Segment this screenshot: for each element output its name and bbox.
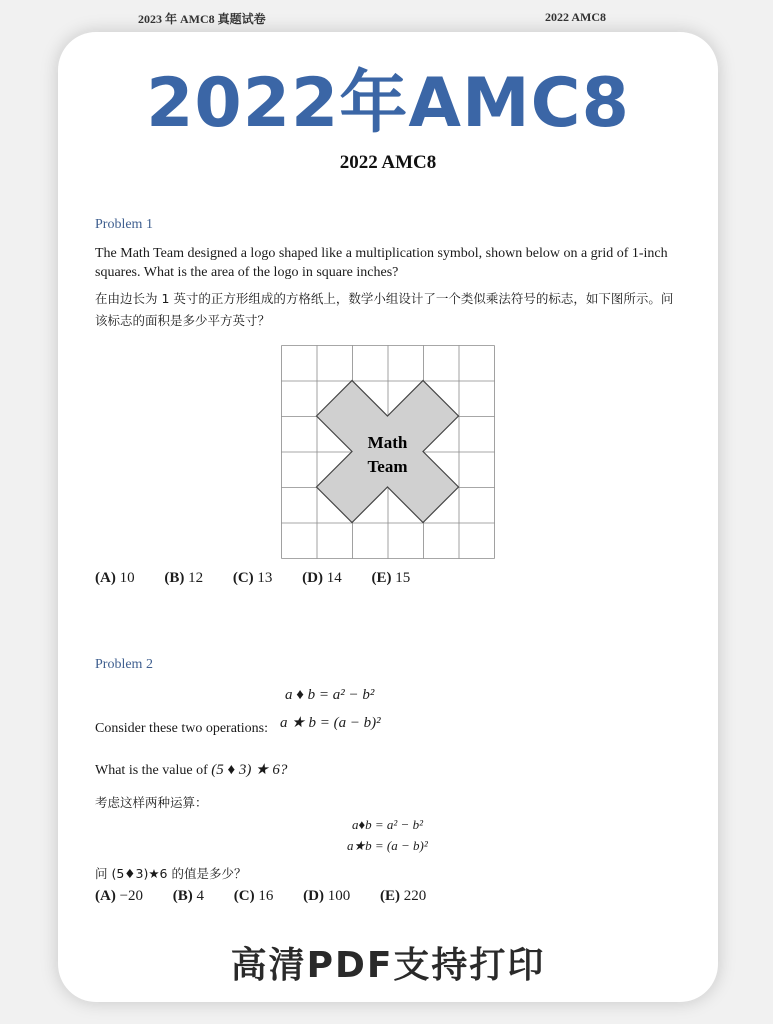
choice-e: (E) 15 xyxy=(371,570,411,586)
problem2-op2: a ★ b = (a − b)² xyxy=(280,715,381,731)
choice-a: (A) −20 xyxy=(95,888,144,904)
background-header-left: 2023 年 AMC8 真题试卷 xyxy=(138,12,266,26)
choice-a: (A) 10 xyxy=(95,570,135,586)
choice-d: (D) 14 xyxy=(302,570,342,586)
problem2-heading: Problem 2 xyxy=(95,657,153,672)
banner-title: 2022年AMC8 xyxy=(146,64,630,143)
choice-e: (E) 220 xyxy=(379,888,427,904)
problem2-op2-cn: a★b = (a − b)² xyxy=(347,838,428,853)
problem2-intro-cn: 考虑这样两种运算： xyxy=(95,795,208,810)
choice-d: (D) 100 xyxy=(303,888,351,904)
problem2-question-cn: 问 (5♦3)★6 的值是多少？ xyxy=(95,866,247,881)
choice-c: (C) 16 xyxy=(233,888,274,904)
problem1-choices xyxy=(95,570,436,587)
document-card xyxy=(58,32,718,1002)
footer-caption: 高清PDF支持打印 xyxy=(230,945,546,986)
background-header-right: 2022 AMC8 xyxy=(545,10,606,24)
logo-text-line2: Team xyxy=(367,457,408,476)
document-title: 2022 AMC8 xyxy=(339,152,437,173)
problem2-choices xyxy=(95,888,452,905)
logo-grid-svg xyxy=(281,345,495,559)
problem1-text-en: The Math Team designed a logo shaped like a multiplication symbol, shown below on a grid of 1-inch squares. What is the area of the logo in square inches? xyxy=(95,246,668,280)
problem2-question-en: What is the value of (5 ♦ 3) ★ 6? xyxy=(95,762,288,778)
logo-text-line1: Math xyxy=(367,433,408,452)
problem2-op1: a ♦ b = a² − b² xyxy=(285,687,375,703)
choice-b: (B) 4 xyxy=(172,888,205,904)
problem2-op1-cn: a♦b = a² − b² xyxy=(352,817,423,832)
problem2-intro-en: Consider these two operations: xyxy=(95,721,269,736)
problem1-text-cn: 在由边长为 1 英寸的正方形组成的方格纸上，数学小组设计了一个类似乘法符号的标志，如下图所示。问该标志的面积是多少平方英寸？ xyxy=(95,291,674,328)
problem1-heading: Problem 1 xyxy=(95,217,153,232)
logo-figure xyxy=(281,345,495,564)
choice-c: (C) 13 xyxy=(232,570,273,586)
choice-b: (B) 12 xyxy=(164,570,204,586)
